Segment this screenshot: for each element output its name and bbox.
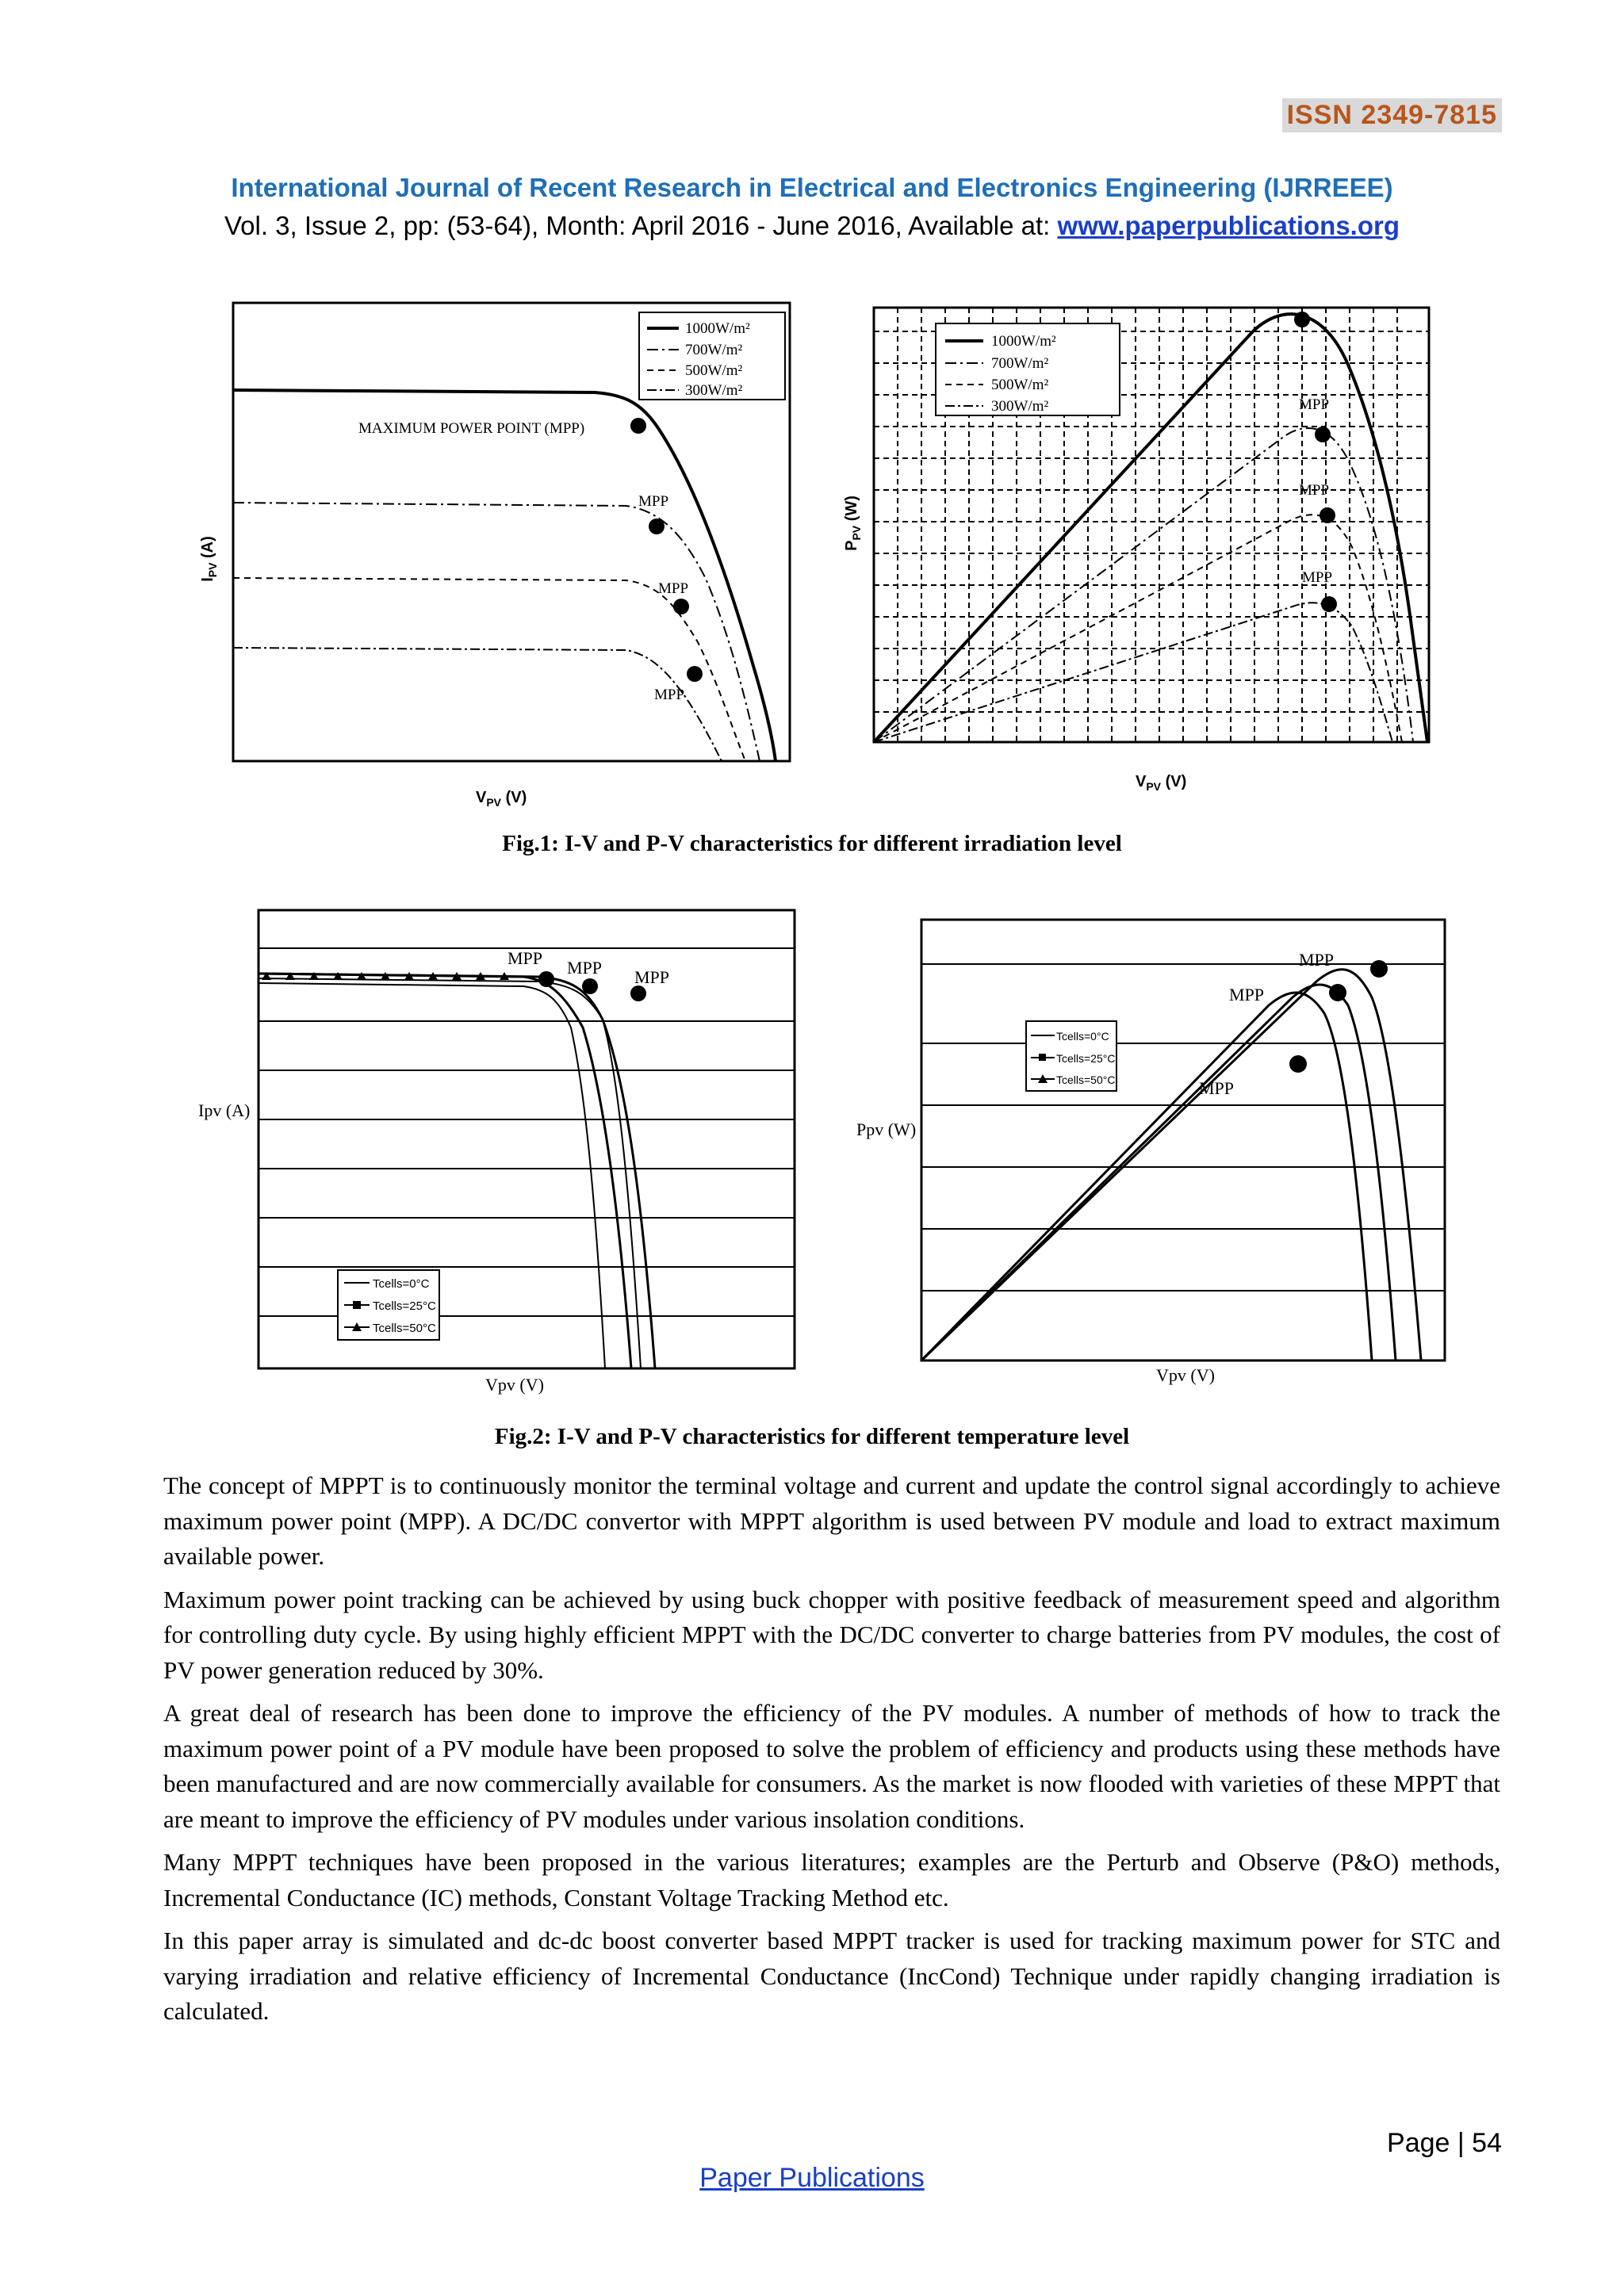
fig2-pv-xlabel: Vpv (V) <box>1156 1365 1215 1385</box>
publisher-link[interactable]: Paper Publications <box>699 2163 925 2193</box>
fig2-pv-curve-25 <box>921 985 1396 1360</box>
fig2-pv-chart <box>848 910 1459 1402</box>
paragraph-this-paper: In this paper array is simulated and dc-dc boost converter based MPPT tracker is used for tracking maximum power for STC and varying irradiation and relative efficiency of Incremental Conductance (IncCond) Technique under rapidly changing irradiation is calculated. <box>163 1927 1500 2025</box>
fig1-pv-mpp-500 <box>1320 507 1335 523</box>
svg-text:Tcells=50°C: Tcells=50°C <box>1056 1073 1116 1086</box>
svg-text:700W/m²: 700W/m² <box>991 355 1049 372</box>
svg-text:Tcells=50°C: Tcells=50°C <box>373 1322 436 1335</box>
fig2-iv-mpp-50 <box>538 971 554 987</box>
fig2-pv-mpp-label-50: MPP <box>1199 1078 1235 1098</box>
fig2-pv-mpp-0 <box>1370 960 1388 978</box>
fig1-iv-mpp-label-300: MPP <box>654 687 685 703</box>
footer-publisher <box>0 2163 1624 2194</box>
svg-text:1000W/m²: 1000W/m² <box>685 320 750 337</box>
fig1-iv-xlabel: $V_{PV}$ (V) <box>476 789 527 809</box>
issn-badge: ISSN 2349-7815 <box>1282 98 1502 132</box>
fig2-pv-mpp-label-25: MPP <box>1229 985 1265 1004</box>
svg-text:Tcells=25°C: Tcells=25°C <box>373 1299 436 1313</box>
fig2-pv-curve-0 <box>921 970 1421 1360</box>
fig2-iv-curve-25 <box>259 978 641 1368</box>
paragraph-mppt-buck: Maximum power point tracking can be achieved by using buck chopper with positive feedback of measurement speed and algorithm for controlling duty cycle. By using highly efficient MPPT with the DC/DC converter to charge batteries from PV modules, the cost of PV power generation reduced by 30%. <box>163 1585 1500 1684</box>
fig2-iv-mpp-25 <box>582 978 598 994</box>
fig2-pv-curve-50 <box>921 993 1372 1360</box>
fig1-pv-mpp-1000 <box>1294 312 1310 327</box>
svg-text:500W/m²: 500W/m² <box>991 377 1049 393</box>
fig1-iv-mpp-300 <box>687 666 703 682</box>
fig1-pv-curve-300 <box>874 603 1392 742</box>
fig2-iv-curve-0 <box>259 974 655 1368</box>
svg-text:Tcells=25°C: Tcells=25°C <box>1056 1052 1116 1065</box>
fig1-caption: Fig.1: I-V and P-V characteristics for different irradiation level <box>502 831 1122 856</box>
fig1-iv-mpp-500 <box>673 599 689 614</box>
fig2-pv-mpp-label-0: MPP <box>1299 950 1335 970</box>
fig2-iv-mpp-label-3: MPP <box>634 967 670 987</box>
fig1-iv-chart <box>198 293 801 817</box>
paragraph-research: A great deal of research has been done to improve the efficiency of the PV modules. A number of methods of how to track the maximum power point of a PV module have been proposed to solve the problem of efficiency and products using these methods have been manufactured and are now commercially available for consumers. As the market is now flooded with varieties of these MPPT that are meant to improve the efficiency of PV modules under various insolation conditions. <box>163 1699 1500 1833</box>
fig2-iv-mpp-0 <box>630 985 646 1001</box>
paragraph-techniques: Many MPPT techniques have been proposed in the various literatures; examples are the Perturb and Observe (P&O) methods, Incremental Conductance (IC) methods, Constant Voltage Tracking Method etc. <box>163 1848 1500 1911</box>
page-number: Page | 54 <box>1387 2128 1502 2158</box>
fig2-iv-curve-mid <box>259 974 631 1368</box>
fig1-iv-mpp-main-label: MAXIMUM POWER POINT (MPP) <box>358 420 585 437</box>
fig1-iv-ylabel: $I_{PV}$ (A) <box>199 536 219 582</box>
fig2-pv-mpp-25 <box>1329 984 1346 1001</box>
journal-volume-line <box>0 211 1624 241</box>
paragraph-mppt-concept: The concept of MPPT is to continuously monitor the terminal voltage and current and update the control signal accordingly to achieve maximum power point (MPP). A DC/DC convertor with MPPT algorithm is used between PV module and load to extract maximum available power. <box>163 1471 1500 1570</box>
fig1-pv-mpp-label-300: MPP <box>1302 569 1333 586</box>
fig2-iv-ylabel: Ipv (A) <box>198 1100 251 1120</box>
fig1-iv-mpp-700 <box>649 519 665 534</box>
fig2-caption: Fig.2: I-V and P-V characteristics for different temperature level <box>494 1424 1130 1449</box>
fig1-iv-mpp-label-500: MPP <box>658 580 689 597</box>
fig2-iv-legend <box>338 1270 439 1340</box>
journal-website-link[interactable]: www.paperpublications.org <box>1057 211 1400 240</box>
svg-text:1000W/m²: 1000W/m² <box>991 333 1056 350</box>
fig1-pv-chart <box>841 293 1443 809</box>
svg-text:Tcells=0°C: Tcells=0°C <box>1056 1030 1109 1043</box>
journal-title: International Journal of Recent Research in Electrical and Electronics Engineering (IJRREEE) <box>231 173 1393 202</box>
fig1-pv-mpp-label-700: MPP <box>1299 396 1330 413</box>
fig2-iv-mpp-label-2: MPP <box>567 958 603 978</box>
body-text <box>163 1468 1500 2038</box>
fig2-iv-grid <box>259 948 795 1316</box>
fig2-pv-mpp-50 <box>1289 1055 1307 1073</box>
fig1-pv-xlabel: $V_{PV}$ (V) <box>1136 773 1187 793</box>
fig1-pv-ylabel: $P_{PV}$ (W) <box>843 496 863 551</box>
fig2-pv-legend <box>1026 1021 1116 1091</box>
fig1-iv-mpp-1000 <box>630 418 646 434</box>
fig2-iv-mpp-label-1: MPP <box>508 948 543 968</box>
fig2-iv-chart <box>190 901 809 1408</box>
fig1-pv-mpp-700 <box>1315 427 1331 442</box>
fig1-iv-mpp-label-700: MPP <box>638 493 669 510</box>
fig1-pv-curve-500 <box>874 515 1402 742</box>
svg-text:300W/m²: 300W/m² <box>685 382 743 399</box>
svg-text:700W/m²: 700W/m² <box>685 342 743 358</box>
fig1-pv-legend <box>936 323 1120 415</box>
fig1-pv-mpp-300 <box>1321 596 1337 612</box>
volume-text: Vol. 3, Issue 2, pp: (53-64), Month: April 2016 - June 2016, Available at: <box>224 211 1058 240</box>
svg-text:Tcells=0°C: Tcells=0°C <box>373 1277 430 1291</box>
fig2-pv-ylabel: Ppv (W) <box>856 1119 917 1139</box>
fig2-pv-grid <box>921 964 1445 1291</box>
fig1-iv-legend <box>639 312 785 400</box>
fig2-iv-xlabel: Vpv (V) <box>485 1375 544 1395</box>
fig1-pv-mpp-label-500: MPP <box>1299 482 1330 499</box>
svg-text:300W/m²: 300W/m² <box>991 398 1049 415</box>
svg-text:500W/m²: 500W/m² <box>685 362 743 379</box>
